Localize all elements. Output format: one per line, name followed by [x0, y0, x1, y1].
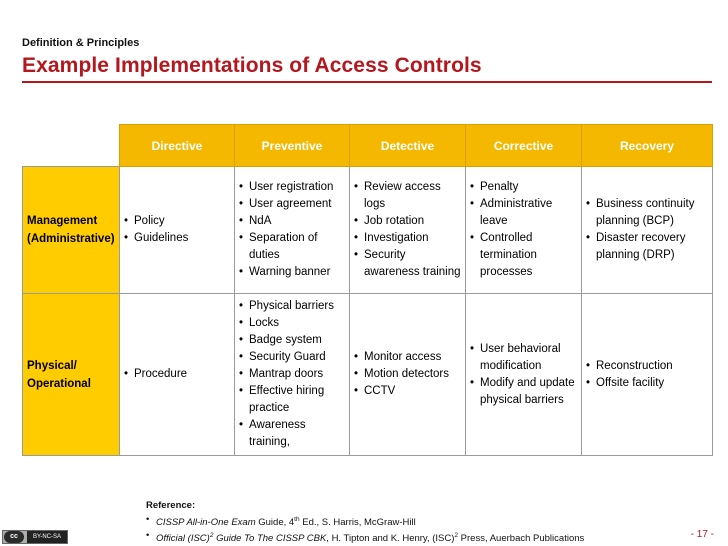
- cell-management-directive: [120, 167, 235, 294]
- list-item: • Administrative leave: [469, 196, 578, 230]
- list-item: • Business continuity planning (BCP): [585, 196, 709, 230]
- row-label-line: (Administrative): [27, 233, 115, 245]
- list-item: • Security Guard: [238, 349, 346, 366]
- list-item: • Badge system: [238, 332, 346, 349]
- license-text: BY-NC-SA: [27, 531, 67, 543]
- title-divider: [22, 81, 712, 83]
- cell-management-corrective: [466, 167, 582, 294]
- section-subtitle: Definition & Principles: [22, 37, 140, 49]
- reference-label: Reference: [146, 500, 192, 511]
- reference-item: • CISSP All-in-One Exam Guide, 4th Ed., S. Harris, McGraw-Hill: [146, 513, 584, 530]
- page-title: Example Implementations of Access Controls: [22, 54, 482, 77]
- table-row: [23, 167, 713, 294]
- list-item: • Review access logs: [353, 179, 462, 213]
- row-header-physical: [23, 294, 120, 456]
- cell-management-recovery: [582, 167, 713, 294]
- list-item: • Disaster recovery planning (DRP): [585, 230, 709, 264]
- cell-physical-corrective: [466, 294, 582, 456]
- list-item: • Policy: [123, 213, 231, 230]
- reference-item: • Official (ISC)$^2$ Guide To The CISSP CBK, H. Tipton and K. Henry, (ISC)$^2$ Press, Auerbach Publications: [146, 529, 584, 546]
- table-row: [23, 294, 713, 456]
- list-item: • Guidelines: [123, 230, 231, 247]
- list-item: • Procedure: [123, 366, 231, 383]
- list-item: • CCTV: [353, 383, 462, 400]
- list-item: • Job rotation: [353, 213, 462, 230]
- list-item: • Offsite facility: [585, 375, 709, 392]
- column-header-corrective: Corrective: [466, 125, 582, 167]
- list-item: • NdA: [238, 213, 346, 230]
- list-item: • Reconstruction: [585, 358, 709, 375]
- reference-block: Reference: • CISSP All-in-One Exam Guide, 4th Ed., S. Harris, McGraw-Hill • Official (ISC)$^2$ Guide To The CISSP CBK, H. Tipton and K. Henry, (ISC)$^2$ Press, Auerbach Publications: [146, 499, 584, 546]
- list-item: • Investigation: [353, 230, 462, 247]
- list-item: • Motion detectors: [353, 366, 462, 383]
- list-item: • User agreement: [238, 196, 346, 213]
- row-label-line: Operational: [27, 377, 91, 390]
- list-item: • Modify and update physical barriers: [469, 375, 578, 409]
- list-item: • Mantrap doors: [238, 366, 346, 383]
- list-item: • Locks: [238, 315, 346, 332]
- list-item: • User behavioral modification: [469, 341, 578, 375]
- row-label-line: Management: [27, 215, 98, 227]
- column-header-directive: Directive: [120, 125, 235, 167]
- list-item: • Monitor access: [353, 349, 462, 366]
- list-item: • Controlled termination processes: [469, 230, 578, 281]
- row-label-line: Physical/: [27, 359, 77, 372]
- column-header-detective: Detective: [350, 125, 466, 167]
- column-header-preventive: Preventive: [235, 125, 350, 167]
- table-corner: [23, 125, 120, 167]
- cell-management-preventive: [235, 167, 350, 294]
- creative-commons-badge[interactable]: [2, 530, 68, 544]
- list-item: • Security awareness training: [353, 247, 462, 281]
- list-item: • Awareness training,: [238, 417, 346, 451]
- cc-icon: cc: [4, 531, 24, 543]
- list-item: • Warning banner: [238, 264, 346, 281]
- list-item: • Penalty: [469, 179, 578, 196]
- row-header-management: [23, 167, 120, 294]
- cell-physical-preventive: [235, 294, 350, 456]
- access-controls-table: [22, 124, 713, 456]
- list-item: • Separation of duties: [238, 230, 346, 264]
- cell-physical-recovery: [582, 294, 713, 456]
- cell-physical-detective: [350, 294, 466, 456]
- cell-management-detective: [350, 167, 466, 294]
- page-number: - 17 -: [690, 529, 714, 540]
- column-header-recovery: Recovery: [582, 125, 713, 167]
- list-item: • Effective hiring practice: [238, 383, 346, 417]
- list-item: • Physical barriers: [238, 298, 346, 315]
- table-header-row: [23, 125, 713, 167]
- cell-physical-directive: [120, 294, 235, 456]
- list-item: • User registration: [238, 179, 346, 196]
